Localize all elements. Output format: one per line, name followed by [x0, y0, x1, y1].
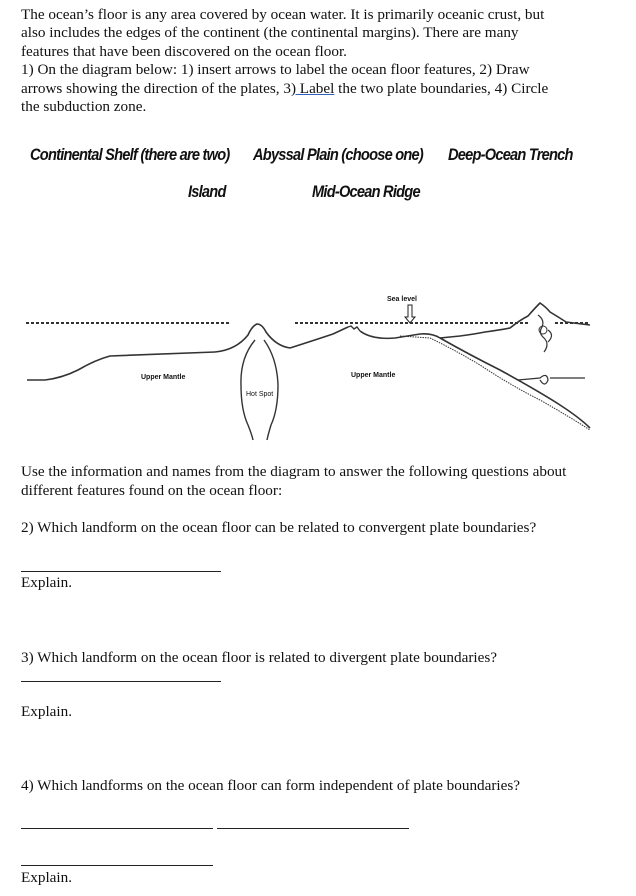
label-link[interactable]: ) Label — [290, 79, 335, 97]
sea-level-label: Sea level — [387, 296, 417, 303]
intro-line — [21, 80, 611, 98]
intro-line: the subduction zone. — [21, 98, 147, 116]
question-3: 3) Which landform on the ocean floor is related to divergent plate boundaries? — [21, 649, 497, 666]
term-continental-shelf: Continental Shelf (there are two) — [30, 145, 230, 164]
intro-line: The ocean’s floor is any area covered by ocean water. It is primarily oceanic crust, but — [21, 6, 545, 23]
subducting-plate — [440, 338, 590, 428]
intro-text: arrows showing the direction of the plates, 3 — [21, 79, 291, 97]
left-continental-crust — [27, 352, 215, 380]
sea-level-arrow-icon — [405, 305, 415, 323]
intro-paragraph — [21, 6, 611, 116]
questions-intro: different features found on the ocean floor: — [21, 482, 283, 499]
hot-spot-island — [215, 324, 290, 352]
explain-label-q4: Explain. — [21, 869, 73, 886]
intro-text: the two plate boundaries, 4) Circle — [334, 79, 549, 97]
intro-line: 1) On the diagram below: 1) insert arrows to label the ocean floor features, 2) Draw — [21, 61, 530, 79]
term-mid-ocean-ridge: Mid-Ocean Ridge — [312, 182, 420, 201]
upper-mantle-label-right: Upper Mantle — [351, 372, 396, 379]
ocean-floor-diagram — [0, 285, 636, 450]
answer-line-q4-a[interactable] — [21, 828, 213, 829]
intro-line: features that have been discovered on the ocean floor. — [21, 42, 347, 60]
answer-line-q4-b[interactable] — [217, 828, 409, 829]
answer-line-q4-c[interactable] — [21, 865, 213, 866]
term-island: Island — [188, 182, 226, 201]
intro-line: also includes the edges of the continent (the continental margins). There are many — [21, 24, 519, 42]
subducting-plate-lower — [400, 336, 590, 430]
mid-ocean-ridge — [348, 326, 360, 331]
question-4: 4) Which landforms on the ocean floor can form independent of plate boundaries? — [21, 777, 521, 794]
term-abyssal-plain: Abyssal Plain (choose one) — [253, 145, 423, 164]
hot-spot-label: Hot Spot — [246, 391, 274, 398]
upper-mantle-label-left: Upper Mantle — [141, 374, 186, 381]
questions-intro: Use the information and names from the diagram to answer the following questions about — [21, 463, 567, 480]
answer-line-q2[interactable] — [21, 571, 221, 572]
term-deep-ocean-trench: Deep-Ocean Trench — [448, 145, 573, 164]
volcanic-arc-feeder — [518, 375, 585, 384]
explain-label-q2: Explain. — [21, 574, 73, 591]
answer-line-q3[interactable] — [21, 681, 221, 682]
question-2: 2) Which landform on the ocean floor can be related to convergent plate boundaries? — [21, 519, 537, 536]
abyssal-plain-left — [290, 327, 348, 348]
overriding-plate — [440, 303, 590, 338]
explain-label-q3: Explain. — [21, 703, 73, 720]
abyssal-plain-right — [360, 331, 440, 338]
